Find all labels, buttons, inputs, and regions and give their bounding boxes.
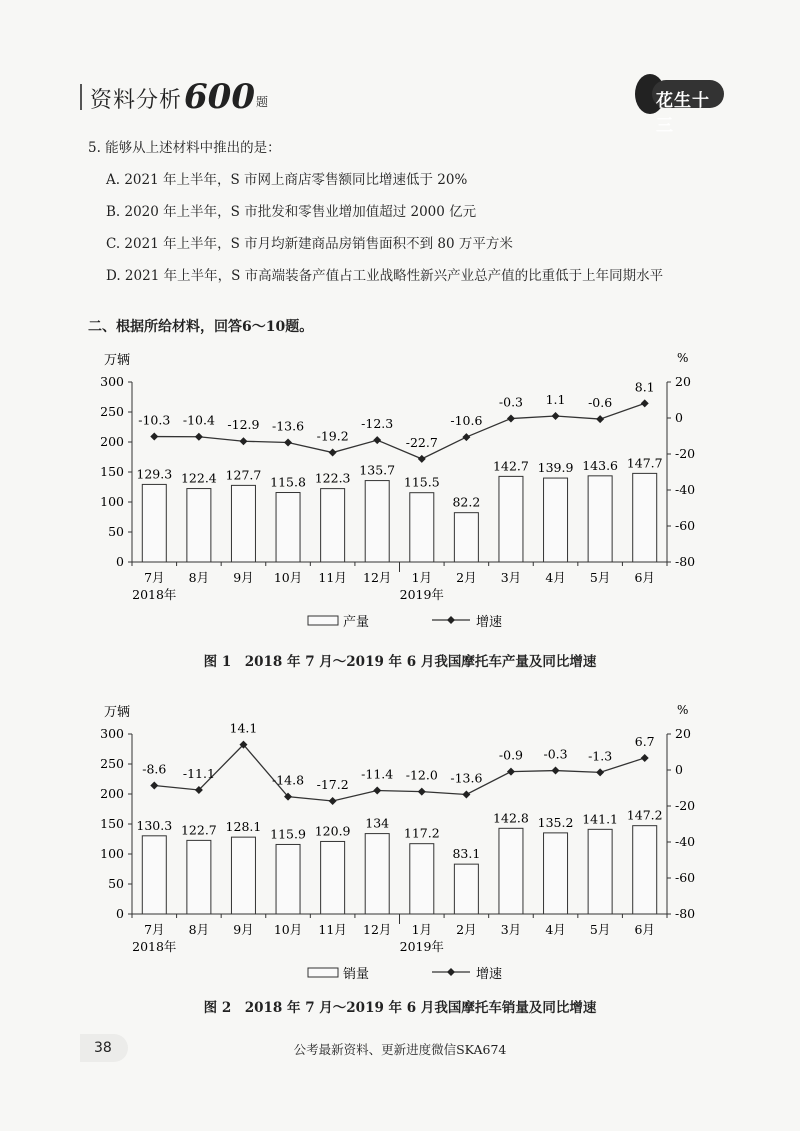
chart1-bar <box>276 493 300 562</box>
chart2-bar <box>544 833 568 914</box>
option-b: B. 2020 年上半年，S 市批发和零售业增加值超过 2000 亿元 <box>106 204 477 220</box>
chart2-left-tick-label: 200 <box>100 786 124 801</box>
chart2-growth-point <box>373 787 381 795</box>
option-d: D. 2021 年上半年，S 市高端装备产值占工业战略性新兴产业总产值的比重低于上年同期水平 <box>106 268 664 284</box>
chart1-bar-label: 142.7 <box>493 458 529 474</box>
chart2-bar <box>410 844 434 914</box>
chart1-growth-label: -10.6 <box>450 413 483 429</box>
chart1-year-label: 2018年 <box>132 587 177 602</box>
chart2-right-tick-label: 0 <box>675 762 683 777</box>
chart1-bar <box>499 476 523 562</box>
chart2-right-tick-label: -40 <box>675 834 696 849</box>
chart1-legend-line-label: 增速 <box>476 615 503 630</box>
book-suffix: 题 <box>256 95 269 109</box>
chart2-right-tick-label: 20 <box>675 726 691 741</box>
chart2-growth-line <box>154 745 644 801</box>
chart2-x-tick-label: 10月 <box>273 922 303 937</box>
chart1-x-tick-label: 11月 <box>318 570 347 585</box>
chart2-growth-label: -11.4 <box>361 766 394 782</box>
chart2-growth-label: -8.6 <box>142 761 167 777</box>
chart2-bar <box>142 836 166 914</box>
chart1-left-tick-label: 0 <box>116 554 124 569</box>
chart2-legend-bar-label: 销量 <box>343 967 370 982</box>
chart1-bar <box>231 485 255 562</box>
chart1-bar-label: 143.6 <box>582 457 619 473</box>
chart2-x-tick-label: 3月 <box>500 922 522 937</box>
chart1-growth-label: 1.1 <box>545 392 566 408</box>
chart1-growth-label: -12.3 <box>361 416 394 432</box>
chart1-x-tick-label: 6月 <box>634 570 655 585</box>
chart1-x-tick-label: 2月 <box>456 570 477 585</box>
chart2-growth-point <box>418 788 426 796</box>
chart2-x-tick-label: 1月 <box>411 922 433 937</box>
chart1-bar <box>410 493 434 562</box>
chart2-x-tick-label: 9月 <box>233 922 254 937</box>
chart1-bar <box>588 476 612 562</box>
chart2-growth-label: -1.3 <box>588 748 613 764</box>
chart2-x-tick-label: 6月 <box>634 922 655 937</box>
chart2-bar <box>633 826 657 914</box>
chart1-year-label: 2019年 <box>399 587 444 602</box>
chart1-x-tick-label: 5月 <box>589 570 611 585</box>
chart2-growth-point <box>641 754 649 762</box>
chart1-bar-label: 122.4 <box>180 470 217 486</box>
chart1-right-axis-unit: % <box>677 351 689 365</box>
chart1-right-tick-label: -60 <box>675 518 696 533</box>
chart1-x-tick-label: 1月 <box>411 570 433 585</box>
book-number: 600 <box>184 77 255 117</box>
chart2-growth-point <box>552 767 560 775</box>
chart1-bar <box>544 478 568 562</box>
chart1-growth-point <box>596 415 604 423</box>
header-divider <box>80 84 82 110</box>
chart1-x-tick-label: 10月 <box>273 570 303 585</box>
chart1-bar-label: 147.7 <box>626 455 663 471</box>
chart2-bar-label: 134 <box>365 815 390 831</box>
sales-chart <box>0 692 800 992</box>
chart1-left-tick-label: 100 <box>100 494 124 509</box>
chart2-bar <box>499 828 523 914</box>
chart2-growth-label: -0.9 <box>498 747 524 763</box>
chart2-x-tick-label: 4月 <box>545 922 566 937</box>
chart2-x-tick-label: 5月 <box>589 922 611 937</box>
chart1-growth-point <box>462 433 470 441</box>
chart1-bar-label: 115.8 <box>270 474 306 490</box>
chart2-bar <box>365 834 389 914</box>
chart1-right-tick-label: -80 <box>675 554 696 569</box>
chart1-growth-point <box>552 412 560 420</box>
chart1-growth-label: -0.3 <box>498 394 524 410</box>
chart2-growth-point <box>507 768 515 776</box>
chart1-bar-label: 115.5 <box>403 474 440 490</box>
chart2-bar <box>187 840 211 914</box>
chart2-growth-label: 6.7 <box>634 733 655 749</box>
chart2-caption: 图 2 2018 年 7 月～2019 年 6 月我国摩托车销量及同比增速 <box>203 1000 597 1016</box>
chart2-bar-label: 128.1 <box>225 819 262 835</box>
chart2-x-tick-label: 8月 <box>188 922 210 937</box>
chart1-growth-point <box>284 438 292 446</box>
chart1-growth-point <box>329 449 337 457</box>
chart1-growth-label: -13.6 <box>272 418 305 434</box>
chart2-bar-label: 142.8 <box>493 810 529 826</box>
chart1-left-tick-label: 300 <box>100 374 124 389</box>
chart1-left-tick-label: 50 <box>108 524 124 539</box>
chart1-growth-point <box>195 433 203 441</box>
chart2-left-tick-label: 150 <box>100 816 124 831</box>
chart2-bar-label: 115.9 <box>270 826 306 842</box>
chart1-right-tick-label: -20 <box>675 446 696 461</box>
chart2-bar <box>231 837 255 914</box>
chart1-bar <box>365 481 389 562</box>
chart1-x-tick-label: 8月 <box>188 570 210 585</box>
chart2-right-tick-label: -20 <box>675 798 696 813</box>
chart1-bar <box>321 489 345 562</box>
page-number: 38 <box>94 1040 112 1056</box>
production-chart <box>0 340 800 640</box>
chart2-bar-label: 120.9 <box>314 823 351 839</box>
chart2-legend-line-marker <box>447 968 455 976</box>
chart2-x-tick-label: 12月 <box>363 922 392 937</box>
chart1-x-tick-label: 12月 <box>363 570 392 585</box>
chart1-growth-point <box>239 437 247 445</box>
chart2-left-axis-unit: 万辆 <box>104 705 131 720</box>
chart2-growth-label: -12.0 <box>405 767 438 783</box>
chart2-bar-label: 141.1 <box>582 811 619 827</box>
chart1-left-tick-label: 250 <box>100 404 124 419</box>
chart2-left-tick-label: 250 <box>100 756 124 771</box>
chart2-legend-line-label: 增速 <box>476 967 503 982</box>
chart1-x-tick-label: 9月 <box>233 570 254 585</box>
chart1-caption: 图 1 2018 年 7 月～2019 年 6 月我国摩托车产量及同比增速 <box>203 654 597 670</box>
chart2-growth-point <box>150 781 158 789</box>
chart2-bar-label: 122.7 <box>180 822 217 838</box>
chart1-right-tick-label: 20 <box>675 374 691 389</box>
chart1-bar <box>633 473 657 562</box>
chart2-left-tick-label: 100 <box>100 846 124 861</box>
chart2-growth-label: -13.6 <box>450 770 483 786</box>
chart1-growth-label: -22.7 <box>405 434 438 450</box>
chart1-bar <box>142 484 166 562</box>
chart2-bar <box>321 841 345 914</box>
chart1-growth-label: -12.9 <box>227 417 260 433</box>
chart1-growth-point <box>641 399 649 407</box>
chart2-growth-label: -17.2 <box>316 776 349 792</box>
chart2-growth-label: 14.1 <box>229 720 258 736</box>
chart1-bar-label: 82.2 <box>452 494 481 510</box>
chart1-growth-label: -19.2 <box>316 428 349 444</box>
chart2-growth-label: -0.3 <box>543 746 568 762</box>
chart1-left-tick-label: 200 <box>100 434 124 449</box>
book-title: 资料分析 <box>90 88 183 113</box>
brand-logo-text: 花生十三 <box>656 91 710 136</box>
chart2-x-tick-label: 7月 <box>144 922 165 937</box>
chart1-bar <box>454 513 478 562</box>
chart2-left-tick-label: 300 <box>100 726 124 741</box>
chart1-x-tick-label: 4月 <box>545 570 566 585</box>
chart2-growth-point <box>462 790 470 798</box>
chart2-x-tick-label: 11月 <box>318 922 347 937</box>
header <box>80 76 269 117</box>
chart1-growth-label: -0.6 <box>588 395 613 411</box>
section-title: 二、根据所给材料，回答6～10题。 <box>88 319 314 335</box>
chart1-growth-label: -10.4 <box>182 412 215 428</box>
chart1-bar-label: 127.7 <box>225 467 262 483</box>
chart1-bar-label: 139.9 <box>537 460 574 476</box>
brand-logo <box>630 68 726 136</box>
option-a: A. 2021 年上半年，S 市网上商店零售额同比增速低于 20% <box>106 172 468 188</box>
chart1-right-tick-label: -40 <box>675 482 696 497</box>
chart2-growth-label: -14.8 <box>272 772 305 788</box>
chart1-growth-point <box>418 455 426 463</box>
footer-note: 公考最新资料、更新进度微信SKA674 <box>293 1042 507 1057</box>
chart2-left-tick-label: 0 <box>116 906 124 921</box>
chart1-legend-bar-label: 产量 <box>343 615 370 630</box>
chart2-bar-label: 83.1 <box>452 846 481 862</box>
chart1-growth-label: -10.3 <box>138 412 171 428</box>
chart2-growth-point <box>596 768 604 776</box>
chart1-growth-point <box>150 433 158 441</box>
chart1-left-tick-label: 150 <box>100 464 124 479</box>
chart2-bar <box>588 829 612 914</box>
chart1-bar-label: 122.3 <box>314 470 351 486</box>
chart2-bar-label: 117.2 <box>403 825 440 841</box>
chart1-bar-label: 135.7 <box>359 462 396 478</box>
chart1-growth-point <box>507 415 515 423</box>
chart2-year-label: 2019年 <box>399 939 444 954</box>
chart1-growth-label: 8.1 <box>634 379 655 395</box>
chart2-bar-label: 130.3 <box>136 817 173 833</box>
chart1-growth-point <box>373 436 381 444</box>
chart1-x-tick-label: 3月 <box>500 570 522 585</box>
chart1-bar <box>187 489 211 562</box>
chart2-right-tick-label: -80 <box>675 906 696 921</box>
chart2-bar <box>276 844 300 914</box>
chart2-bar-label: 135.2 <box>537 814 574 830</box>
chart2-year-label: 2018年 <box>132 939 177 954</box>
chart2-x-tick-label: 2月 <box>456 922 477 937</box>
chart2-growth-label: -11.1 <box>182 765 215 781</box>
chart2-bar-label: 147.2 <box>626 807 663 823</box>
chart2-legend-bar-swatch <box>308 968 338 977</box>
chart1-left-axis-unit: 万辆 <box>104 353 131 368</box>
chart1-legend-bar-swatch <box>308 616 338 625</box>
chart2-bar <box>454 864 478 914</box>
chart2-right-axis-unit: % <box>677 703 689 717</box>
question-stem: 5. 能够从上述材料中推出的是： <box>88 140 281 156</box>
chart2-growth-point <box>329 797 337 805</box>
chart1-right-tick-label: 0 <box>675 410 683 425</box>
chart2-right-tick-label: -60 <box>675 870 696 885</box>
chart2-left-tick-label: 50 <box>108 876 124 891</box>
chart1-bar-label: 129.3 <box>136 466 173 482</box>
chart1-x-tick-label: 7月 <box>144 570 165 585</box>
option-c: C. 2021 年上半年，S 市月均新建商品房销售面积不到 80 万平方米 <box>106 236 513 252</box>
chart1-legend-line-marker <box>447 616 455 624</box>
